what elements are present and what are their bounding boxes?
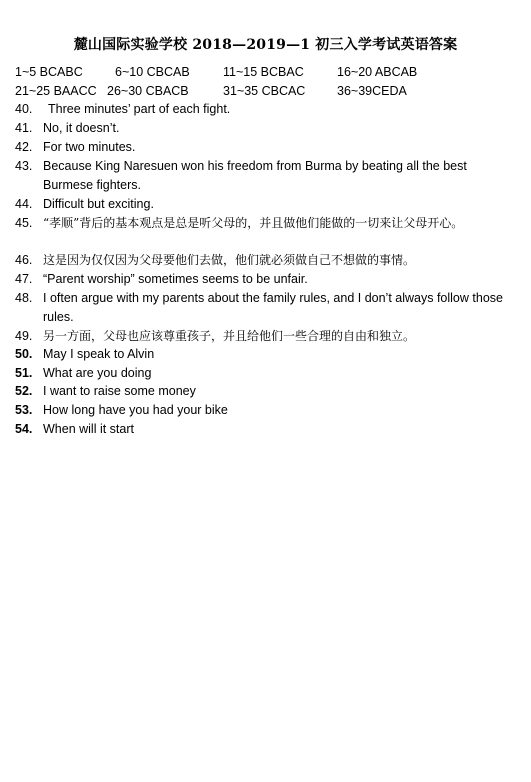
answer-number: 54. <box>15 422 33 436</box>
answer-text: “Parent worship” sometimes seems to be unfair. <box>43 272 308 286</box>
answer-text: What are you doing <box>43 366 152 380</box>
answer-item <box>15 157 493 195</box>
answer-number: 40. <box>15 102 33 116</box>
answer-number: 47. <box>15 272 33 286</box>
answer-text: “孝顺”背后的基本观点是总是听父母的，并且做他们能做的一切来让父母开心。 <box>43 216 464 230</box>
answer-number: 42. <box>15 140 33 154</box>
answer-number: 51. <box>15 366 33 380</box>
answer-number: 53. <box>15 403 33 417</box>
answer-item <box>15 100 520 119</box>
answer-text: For two minutes. <box>43 140 136 154</box>
page-title: 麓山国际实验学校 2018—2019—1 初三入学考试英语答案 <box>73 37 458 53</box>
answer-number: 48. <box>15 291 33 305</box>
answer-item <box>15 345 520 364</box>
mc-answer-group: 6~10 CBCAB <box>115 65 190 79</box>
answer-item <box>15 251 520 270</box>
answer-item <box>15 364 520 383</box>
answer-item <box>15 138 520 157</box>
answer-text: I often argue with my parents about the family rules, and I don’t always follow those rules. <box>43 291 503 324</box>
answer-number: 49. <box>15 329 33 343</box>
answer-number: 50. <box>15 347 33 361</box>
answer-number: 41. <box>15 121 33 135</box>
answer-item <box>15 270 520 289</box>
answer-text: 这是因为仅仅因为父母要他们去做，他们就必须做自己不想做的事情。 <box>43 253 416 267</box>
answer-number: 52. <box>15 384 33 398</box>
mc-answer-group: 11~15 BCBAC <box>223 65 304 79</box>
mc-answer-group: 31~35 CBCAC <box>223 84 306 98</box>
answer-text: How long have you had your bike <box>43 403 228 417</box>
answer-item <box>15 327 520 346</box>
mc-answer-group: 21~25 BAACC <box>15 84 97 98</box>
answer-number: 44. <box>15 197 33 211</box>
answer-text: When will it start <box>43 422 134 436</box>
answer-number: 43. <box>15 159 33 173</box>
mc-answer-group: 16~20 ABCAB <box>337 65 418 79</box>
answer-text: No, it doesn’t. <box>43 121 120 135</box>
answer-item <box>15 289 517 327</box>
answer-number: 46. <box>15 253 33 267</box>
answer-item <box>15 213 519 233</box>
answer-text: Difficult but exciting. <box>43 197 154 211</box>
mc-answer-group: 26~30 CBACB <box>107 84 189 98</box>
mc-answer-group: 1~5 BCABC <box>15 65 83 79</box>
answer-number: 45. <box>15 216 33 230</box>
answer-item <box>15 195 520 214</box>
answer-text: May I speak to Alvin <box>43 347 155 361</box>
answer-text: Three minutes’ part of each fight. <box>48 102 231 116</box>
answer-text: Because King Naresuen won his freedom from Burma by beating all the best Burmese fighters. <box>43 159 467 192</box>
answer-item <box>15 119 520 138</box>
answer-text: I want to raise some money <box>43 384 196 398</box>
answer-text: 另一方面，父母也应该尊重孩子，并且给他们一些合理的自由和独立。 <box>43 329 416 343</box>
answer-item <box>15 382 520 401</box>
answer-item <box>15 420 520 439</box>
mc-answer-group: 36~39CEDA <box>337 84 407 98</box>
answer-item <box>15 401 520 420</box>
